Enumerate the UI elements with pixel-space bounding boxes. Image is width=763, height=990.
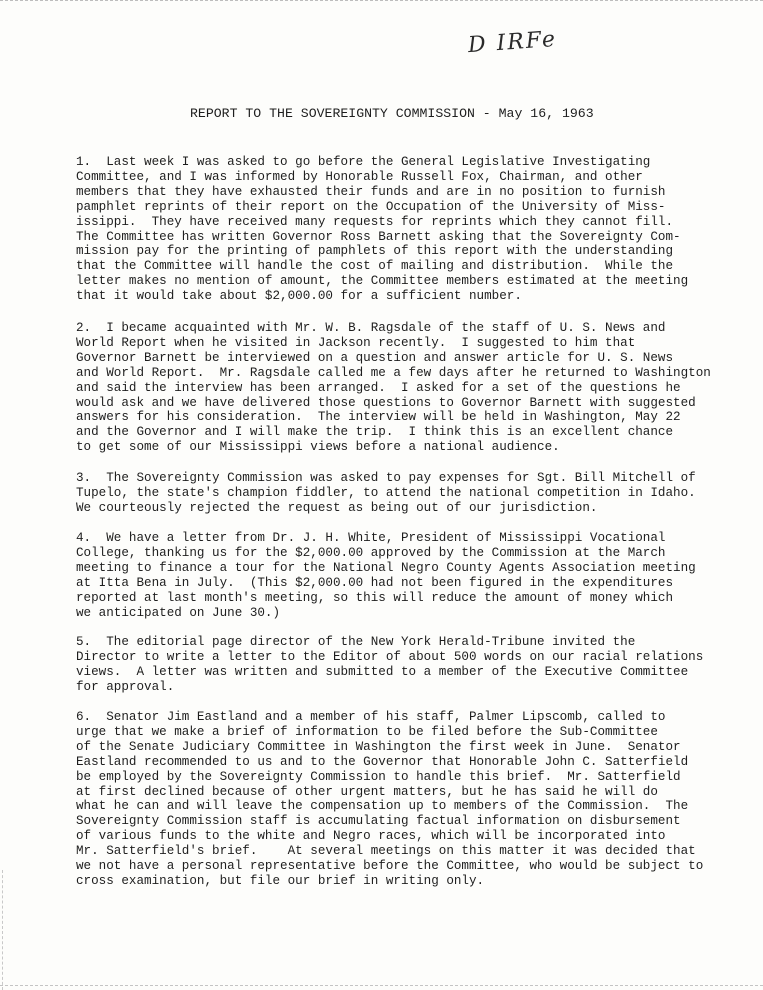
- report-title: REPORT TO THE SOVEREIGNTY COMMISSION - May 16, 1963: [190, 106, 594, 121]
- text-line: Committee, and I was informed by Honorable Russell Fox, Chairman, and other: [76, 169, 643, 184]
- paragraph-5: [76, 635, 716, 695]
- text-line: at Itta Bena in July. (This $2,000.00 had not been figured in the expenditures: [76, 575, 674, 590]
- paragraph-3: [76, 471, 716, 516]
- text-line: 5. The editorial page director of the New York Herald-Tribune invited the: [76, 635, 636, 649]
- text-line: The Committee has written Governor Ross Barnett asking that the Sovereignty Com-: [76, 229, 681, 244]
- text-line: of the Senate Judiciary Committee in Washington the first week in June. Senator: [76, 739, 681, 754]
- text-line: mission pay for the printing of pamphlets of this report with the understanding: [76, 244, 674, 259]
- text-line: Director to write a letter to the Editor of about 500 words on our racial relations: [76, 649, 704, 664]
- text-line: Sovereignty Commission staff is accumulating factual information on disbursement: [76, 814, 681, 829]
- text-line: Governor Barnett be interviewed on a question and answer article for U. S. News: [76, 350, 674, 365]
- text-line: 6. Senator Jim Eastland and a member of his staff, Palmer Lipscomb, called to: [76, 710, 666, 724]
- text-line: 2. I became acquainted with Mr. W. B. Ragsdale of the staff of U. S. News and: [76, 321, 666, 335]
- text-line: College, thanking us for the $2,000.00 approved by the Commission at the March: [76, 545, 666, 560]
- text-line: cross examination, but file our brief in writing only.: [76, 873, 485, 888]
- paragraph-1: [76, 155, 716, 304]
- text-line: what he can and will leave the compensation up to members of the Commission. The: [76, 799, 689, 814]
- text-line: issippi. They have received many requests for reprints which they cannot fill.: [76, 214, 674, 229]
- scan-left-edge: [2, 870, 4, 990]
- text-line: Eastland recommended to us and to the Governor that Honorable John C. Satterfield: [76, 754, 689, 769]
- text-line: we anticipated on June 30.): [76, 605, 281, 620]
- text-line: answers for his consideration. The interview will be held in Washington, May 22: [76, 410, 681, 425]
- text-line: views. A letter was written and submitted to a member of the Executive Committee: [76, 664, 689, 679]
- text-line: We courteously rejected the request as being out of our jurisdiction.: [76, 500, 598, 515]
- text-line: for approval.: [76, 679, 175, 694]
- text-line: Tupelo, the state's champion fiddler, to attend the national competition in Idaho.: [76, 485, 696, 500]
- text-line: reported at last month's meeting, so this will reduce the amount of money which: [76, 590, 674, 605]
- paragraph-2: [76, 321, 716, 455]
- text-line: that it would take about $2,000.00 for a sufficient number.: [76, 289, 522, 304]
- text-line: and the Governor and I will make the trip. I think this is an excellent chance: [76, 425, 674, 440]
- text-line: of various funds to the white and Negro races, which will be incorporated into: [76, 829, 666, 844]
- text-line: World Report when he visited in Jackson recently. I suggested to him that: [76, 335, 636, 350]
- text-line: 3. The Sovereignty Commission was asked to pay expenses for Sgt. Bill Mitchell of: [76, 471, 696, 485]
- text-line: to get some of our Mississippi views before a national audience.: [76, 440, 560, 455]
- text-line: Mr. Satterfield's brief. At several meetings on this matter it was decided that: [76, 844, 696, 859]
- paragraph-6: [76, 710, 716, 889]
- text-line: we not have a personal representative before the Committee, who would be subject to: [76, 859, 704, 874]
- text-line: 1. Last week I was asked to go before the General Legislative Investigating: [76, 155, 651, 169]
- text-line: and said the interview has been arranged. I asked for a set of the questions he: [76, 380, 681, 395]
- paragraph-4: [76, 531, 716, 620]
- text-line: meeting to finance a tour for the National Negro County Agents Association meeting: [76, 560, 696, 575]
- scan-top-edge: [0, 0, 763, 3]
- text-line: letter makes no mention of amount, the Committee members estimated at the meeting: [76, 274, 689, 289]
- text-line: would ask and we have delivered those questions to Governor Barnett with suggested: [76, 395, 696, 410]
- text-line: urge that we make a brief of information to be filed before the Sub-Committee: [76, 724, 658, 739]
- scan-bottom-edge: [0, 985, 763, 988]
- text-line: be employed by the Sovereignty Commission to handle this brief. Mr. Satterfield: [76, 769, 681, 784]
- text-line: at first declined because of other urgent matters, but he has said he will do: [76, 784, 658, 799]
- text-line: pamphlet reprints of their report on the Occupation of the University of Miss-: [76, 199, 666, 214]
- text-line: that the Committee will handle the cost of mailing and distribution. While the: [76, 259, 674, 274]
- text-line: 4. We have a letter from Dr. J. H. White, President of Mississippi Vocational: [76, 531, 666, 545]
- handwritten-annotation: D IRFe: [467, 26, 558, 59]
- text-line: and World Report. Mr. Ragsdale called me a few days after he returned to Washington: [76, 365, 711, 380]
- text-line: members that they have exhausted their funds and are in no position to furnish: [76, 184, 666, 199]
